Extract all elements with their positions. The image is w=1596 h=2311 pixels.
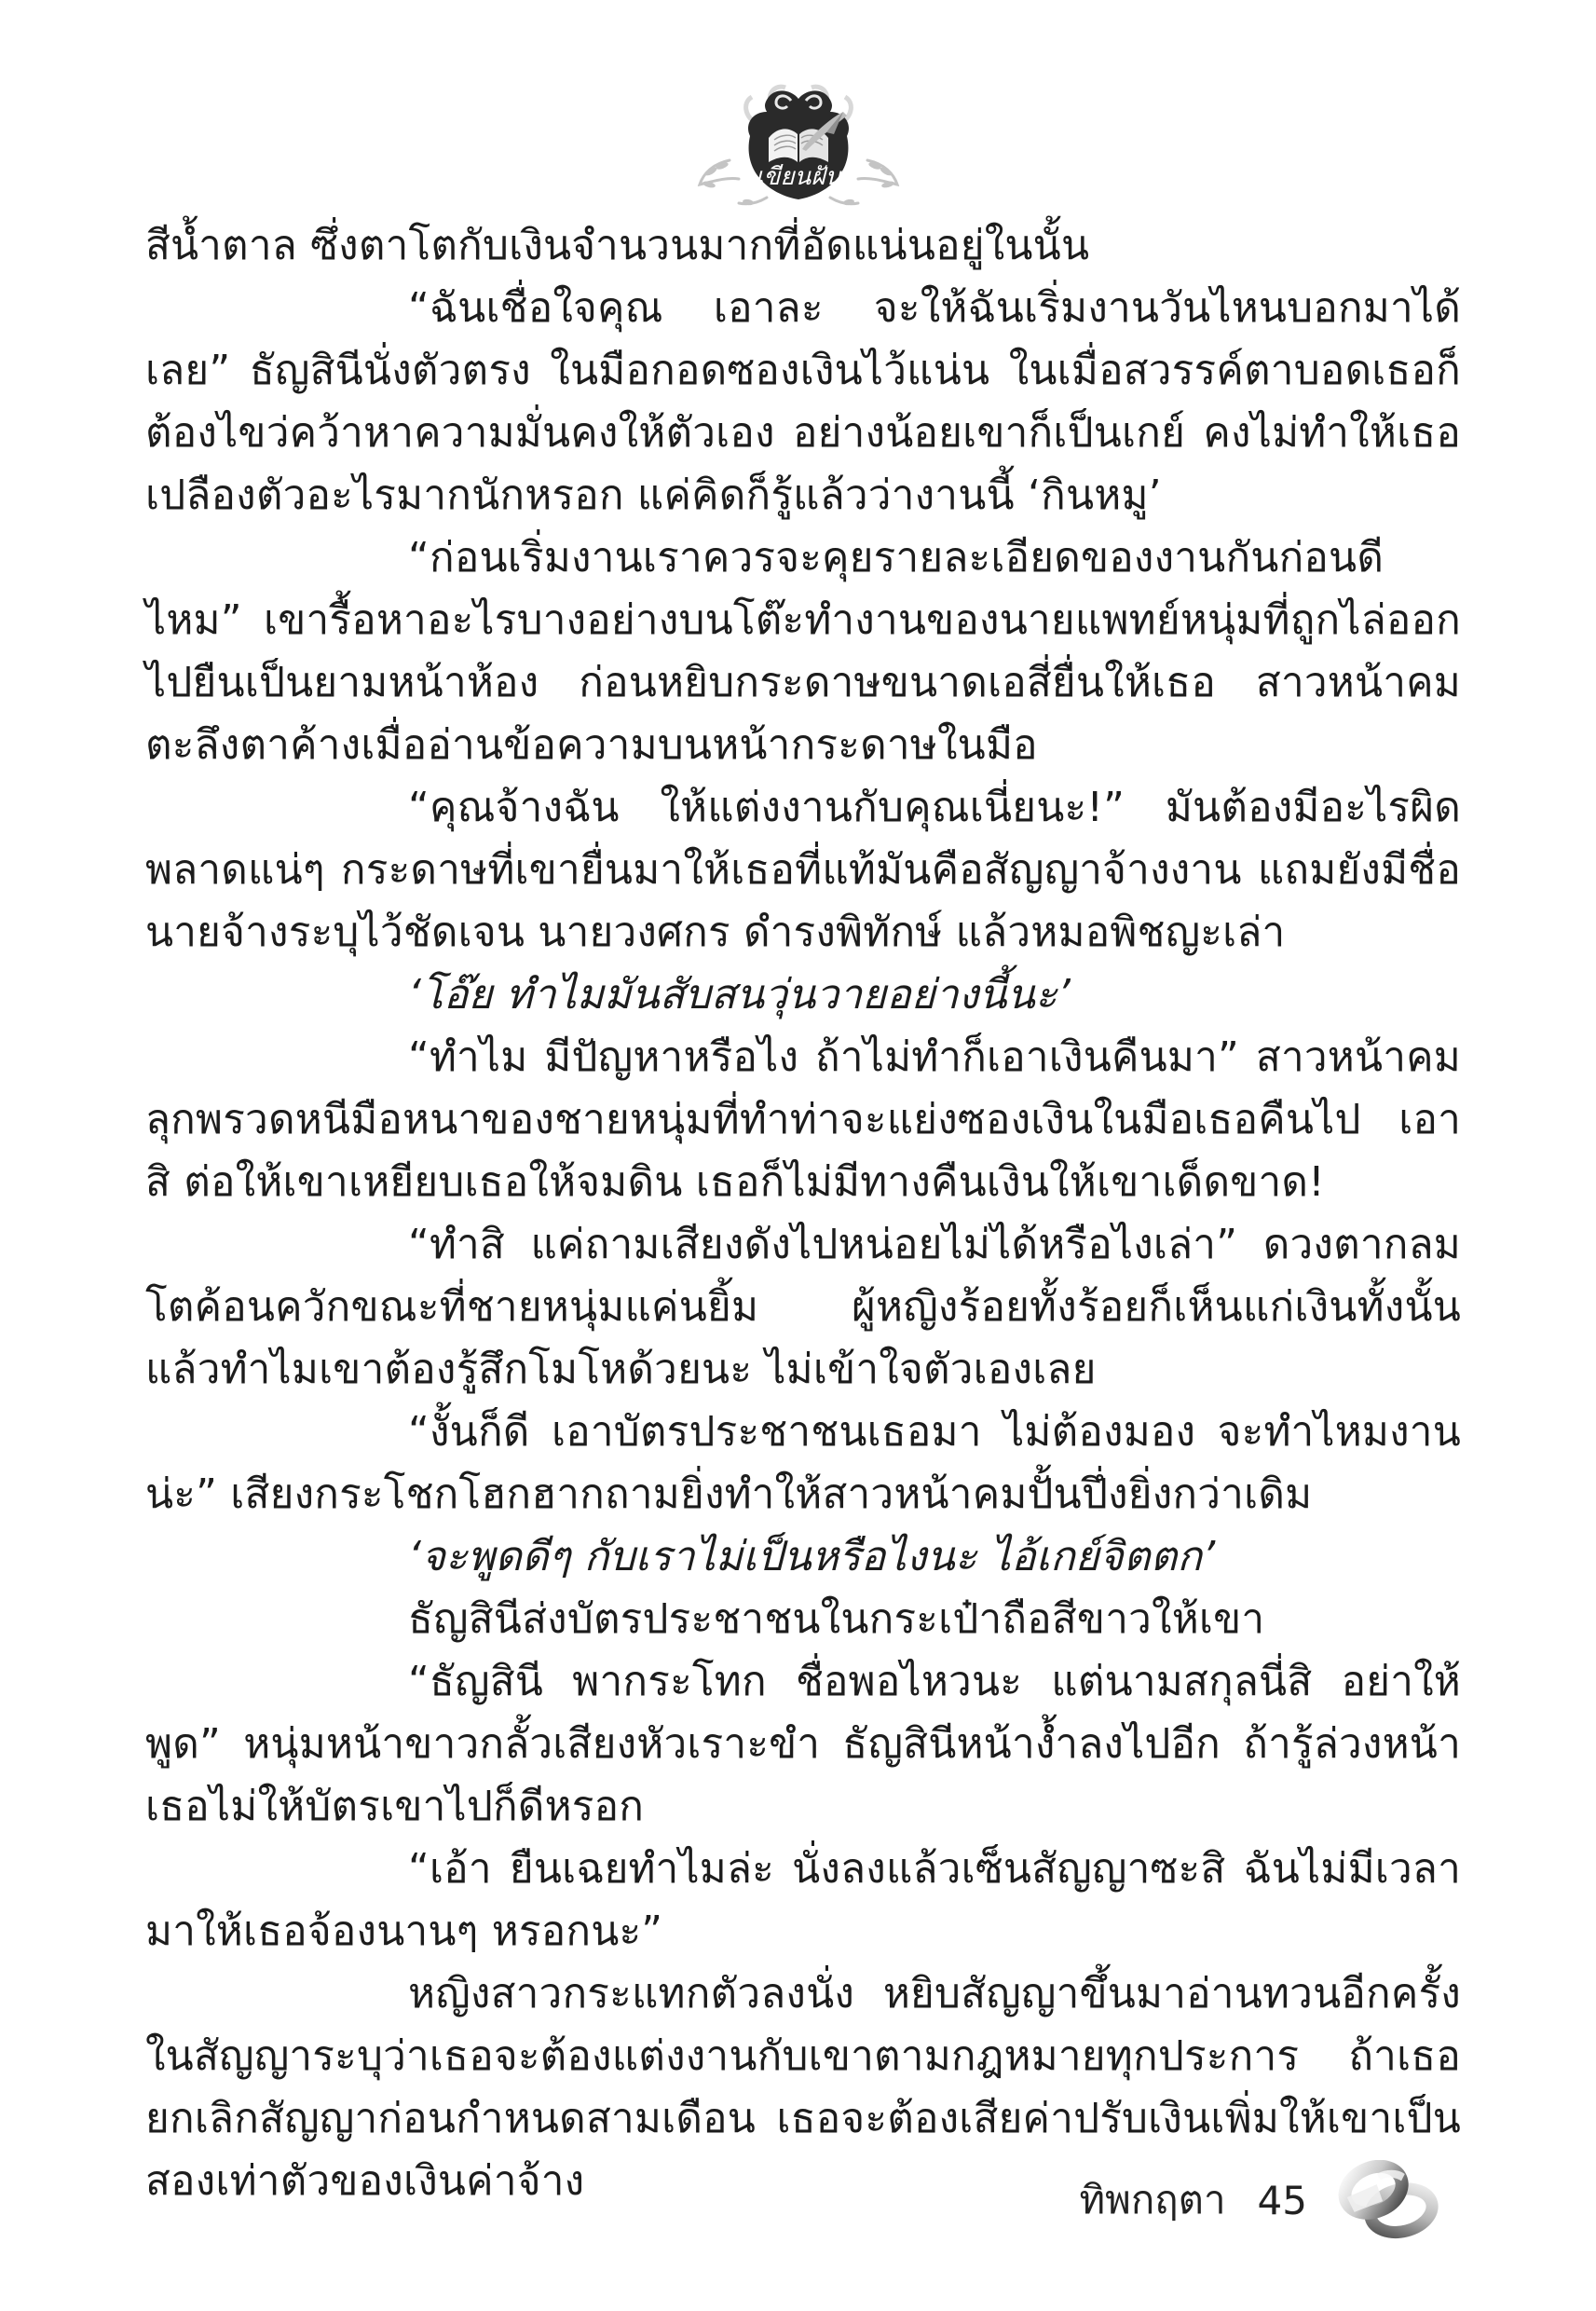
paragraph: “ฉันเชื่อใจคุณ เอาละ จะให้ฉันเริ่มงานวันไหนบอกมาได้เลย” ธัญสินีนั่งตัวตรง ในมือกอดซองเงินไว้แน่น ในเมื่อสวรรค์ตาบอดเธอก็ต้องไขว่คว้าหาความมั่นคงให้ตัวเอง อย่างน้อยเขาก็เป็นเกย์ คงไม่ทำให้เธอเปลืองตัวอะไรมากนักหรอก แค่คิดก็รู้แล้วว่างานนี้ ‘กินหมู’	[145, 284, 1461, 519]
publisher-logo	[687, 80, 910, 207]
paragraph: สีน้ำตาล ซึ่งตาโตกับเงินจำนวนมากที่อัดแน่นอยู่ในนั้น	[145, 222, 1090, 269]
paragraph: “งั้นก็ดี เอาบัตรประชาชนเธอมา ไม่ต้องมอง จะทำไหมงานน่ะ” เสียงกระโชกโฮกฮากถามยิ่งทำให้สาวหน้าคมปั้นปึ่งยิ่งกว่าเดิม	[145, 1408, 1461, 1518]
paragraph: หญิงสาวกระแทกตัวลงนั่ง หยิบสัญญาขึ้นมาอ่านทวนอีกครั้ง ในสัญญาระบุว่าเธอจะต้องแต่งงานกับเขาตามกฎหมายทุกประการ ถ้าเธอยกเลิกสัญญาก่อนกำหนดสามเดือน เธอจะต้องเสียค่าปรับเงินเพิ่มให้เขาเป็นสองเท่าตัวของเงินค่าจ้าง	[145, 1970, 1461, 2205]
paragraph: “ก่อนเริ่มงานเราควรจะคุยรายละเอียดของงานกันก่อนดีไหม” เขารื้อหาอะไรบางอย่างบนโต๊ะทำงานของนายแพทย์หนุ่มที่ถูกไล่ออกไปยืนเป็นยามหน้าห้อง ก่อนหยิบกระดาษขนาดเอสี่ยื่นให้เธอ สาวหน้าคมตะลึงตาค้างเมื่ออ่านข้อความบนหน้ากระดาษในมือ	[145, 534, 1461, 769]
publisher-name: เขียนฝัน	[755, 163, 841, 191]
body-text	[145, 214, 1461, 2212]
running-title: ทิพกฤตา	[1079, 2177, 1226, 2222]
paragraph: “ธัญสินี พากระโทก ชื่อพอไหวนะ แต่นามสกุลนี่สิ อย่าให้พูด” หนุ่มหน้าขาวกลั้วเสียงหัวเราะขำ ธัญสินีหน้าง้ำลงไปอีก ถ้ารู้ล่วงหน้าเธอไม่ให้บัตรเขาไปก็ดีหรอก	[145, 1658, 1461, 1830]
paragraph: “เอ้า ยืนเฉยทำไมล่ะ นั่งลงแล้วเซ็นสัญญาซะสิ ฉันไม่มีเวลามาให้เธอจ้องนานๆ หรอกนะ”	[145, 1845, 1461, 1955]
page-footer	[0, 2160, 1596, 2244]
paragraph: “ทำไม มีปัญหาหรือไง ถ้าไม่ทำก็เอาเงินคืนมา” สาวหน้าคมลุกพรวดหนีมือหนาของชายหนุ่มที่ทำท่าจะแย่งซองเงินในมือเธอคืนไป เอาสิ ต่อให้เขาเหยียบเธอให้จมดิน เธอก็ไม่มีทางคืนเงินให้เขาเด็ดขาด!	[145, 1033, 1461, 1206]
paragraph: ‘โอ๊ย ทำไมมันสับสนวุ่นวายอย่างนี้นะ’	[408, 971, 1071, 1019]
page-number: 45	[1257, 2177, 1307, 2223]
wedding-rings-icon	[1331, 2160, 1445, 2240]
paragraph: “ทำสิ แค่ถามเสียงดังไปหน่อยไม่ได้หรือไงเล่า” ดวงตากลมโตค้อนควักขณะที่ชายหนุ่มแค่นยิ้ม ผู้หญิงร้อยทั้งร้อยก็เห็นแก่เงินทั้งนั้น แล้วทำไมเขาต้องรู้สึกโมโหด้วยนะ ไม่เข้าใจตัวเองเลย	[145, 1221, 1461, 1393]
paragraph: ธัญสินีส่งบัตรประชาชนในกระเป๋าถือสีขาวให้เขา	[408, 1595, 1265, 1643]
book-and-quill-emblem-icon	[687, 80, 910, 207]
paragraph: “คุณจ้างฉัน ให้แต่งงานกับคุณเนี่ยนะ!” มันต้องมีอะไรผิดพลาดแน่ๆ กระดาษที่เขายื่นมาให้เธอที่แท้มันคือสัญญาจ้างงาน แถมยังมีชื่อนายจ้างระบุไว้ชัดเจน นายวงศกร ดำรงพิทักษ์ แล้วหมอพิชญะเล่า	[145, 784, 1461, 956]
paragraph: ‘จะพูดดีๆ กับเราไม่เป็นหรือไงนะ ไอ้เกย์จิตตก’	[408, 1533, 1216, 1580]
